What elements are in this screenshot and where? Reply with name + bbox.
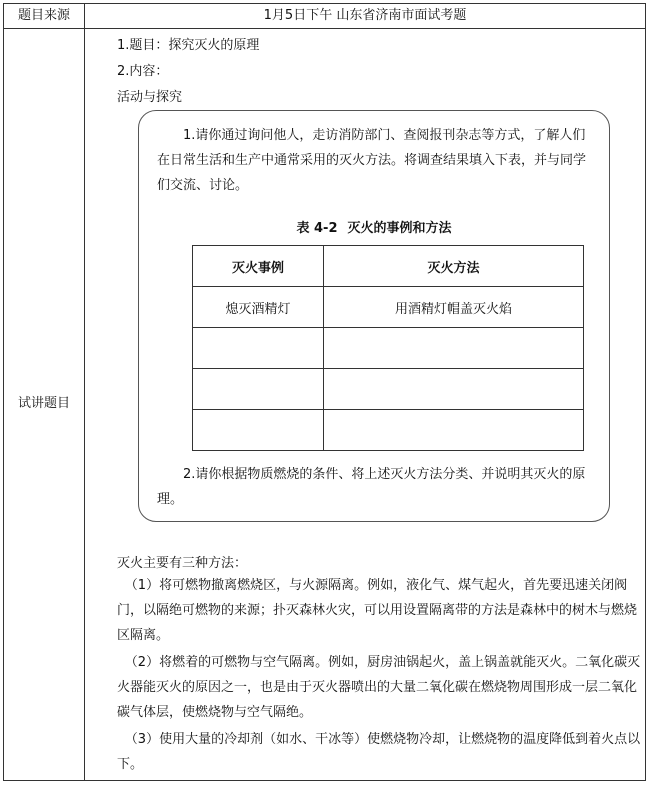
- header-cell-method: 灭火方法: [324, 246, 584, 287]
- table-header-row: [193, 246, 584, 287]
- table-cell: 熄灭酒精灯: [193, 287, 324, 328]
- method-2: （2）将燃着的可燃物与空气隔离。例如，厨房油锅起火，盖上锅盖就能灭火。二氧化碳灭火器能灭火的原因之一，也是由于灭火器喷出的大量二氧化碳在燃烧物周围形成一层二氧化碳气体层，使燃烧物与空气隔绝。: [117, 655, 641, 720]
- table-row: [193, 287, 584, 328]
- examples-table: [192, 245, 584, 451]
- source-value: 1月5日下午 山东省济南市面试考题: [263, 8, 467, 23]
- topic-title: 1.题目：探究灭火的原理: [117, 38, 260, 53]
- table-cell: [193, 369, 324, 410]
- exam-table: [3, 3, 646, 781]
- table-row: [193, 369, 584, 410]
- activity-para-2: 2.请你根据物质燃烧的条件、将上述灭火方法分类、并说明其灭火的原理。: [157, 467, 586, 507]
- activity-heading: 活动与探究: [117, 90, 183, 105]
- methods-intro: 灭火主要有三种方法：: [117, 556, 248, 571]
- table-caption-number: 表 4-2: [296, 221, 338, 236]
- activity-para-1: 1.请你通过询问他人，走访消防部门、查阅报刊杂志等方式，了解人们在日常生活和生产中通常采用的灭火方法。将调查结果填入下表，并与同学们交流、讨论。: [157, 128, 587, 193]
- table-caption-text: 灭火的事例和方法: [347, 221, 452, 236]
- header-divider: [4, 28, 645, 29]
- topic-side-label: 试讲题目: [17, 396, 70, 411]
- table-row: [193, 328, 584, 369]
- table-cell: [324, 410, 584, 451]
- table-cell: [324, 328, 584, 369]
- column-divider: [84, 4, 85, 780]
- method-3: （3）使用大量的冷却剂（如水、干冰等）使燃烧物冷却，让燃烧物的温度降低到着火点以下。: [117, 732, 641, 772]
- table-cell: 用酒精灯帽盖灭火焰: [324, 287, 584, 328]
- table-cell: [193, 410, 324, 451]
- table-cell: [193, 328, 324, 369]
- table-caption: [139, 217, 609, 236]
- activity-box: [138, 110, 610, 522]
- topic-content-label: 2.内容：: [117, 64, 169, 79]
- table-row: [193, 410, 584, 451]
- source-label: 题目来源: [17, 8, 70, 23]
- method-1: （1）将可燃物撤离燃烧区，与火源隔离。例如，液化气、煤气起火，首先要迅速关闭阀门，以隔绝可燃物的来源；扑灭森林火灾，可以用设置隔离带的方法是森林中的树木与燃烧区隔离。: [117, 578, 638, 643]
- table-cell: [324, 369, 584, 410]
- header-cell-example: 灭火事例: [193, 246, 324, 287]
